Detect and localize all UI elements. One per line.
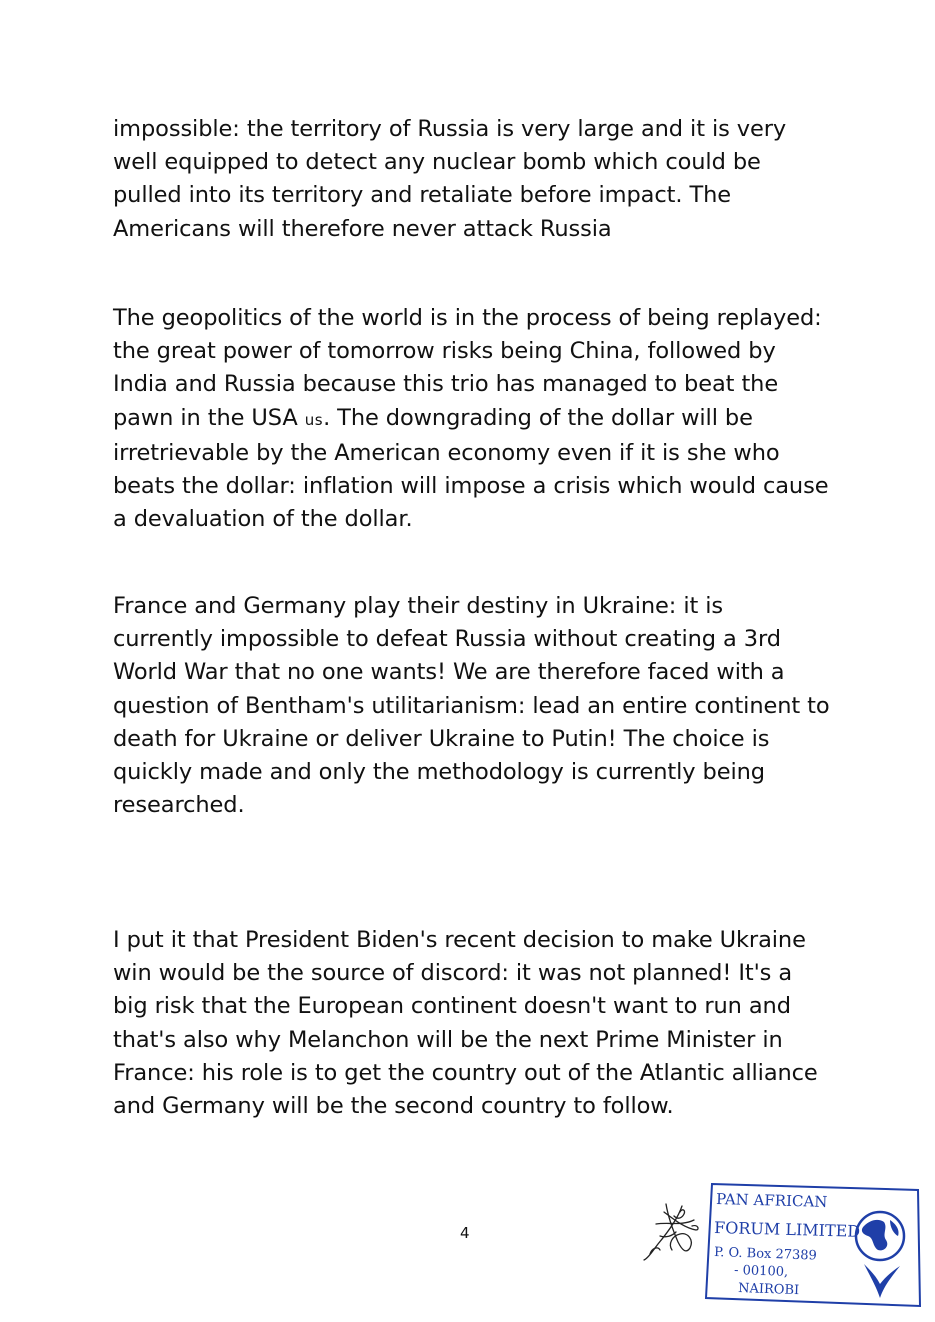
paragraph-2 <box>113 302 833 536</box>
paragraph-2-line-5: irretrievable by the American economy even if it is she who <box>113 439 780 466</box>
stamp-line-4: - 00100, <box>733 1263 789 1280</box>
paragraph-2-line-2: the great power of tomorrow risks being China, followed by <box>113 338 776 365</box>
paragraph-4-line-3: big risk that the European continent doesn't want to run and <box>113 993 791 1020</box>
paragraph-3-line-7: researched. <box>113 792 245 819</box>
paragraph-1-line-2: well equipped to detect any nuclear bomb which could be <box>113 149 761 176</box>
paragraph-1 <box>113 113 833 246</box>
paragraph-3-line-5: death for Ukraine or deliver Ukraine to Putin! The choice is <box>113 725 770 752</box>
paragraph-1-line-3: pulled into its territory and retaliate before impact. The <box>113 182 731 209</box>
stamp-line-3: P. O. Box 27389 <box>713 1245 818 1264</box>
paragraph-4-line-5: France: his role is to get the country out of the Atlantic alliance <box>113 1059 818 1086</box>
paragraph-4-line-6: and Germany will be the second country to follow. <box>113 1093 674 1120</box>
paragraph-3-line-6: quickly made and only the methodology is currently being <box>113 759 765 786</box>
paragraph-2-line-4b: . The downgrading of the dollar will be <box>323 404 753 431</box>
paragraph-2-line-4a: pawn in the USA <box>113 404 298 431</box>
paragraph-2-line-6: beats the dollar: inflation will impose a crisis which would cause <box>113 473 829 500</box>
globe-icon <box>856 1212 904 1298</box>
paragraph-2-line-7: a devaluation of the dollar. <box>113 506 413 533</box>
paragraph-1-line-4: Americans will therefore never attack Russia <box>113 215 612 242</box>
paragraph-4-line-2: win would be the source of discord: it was not planned! It's a <box>113 960 793 987</box>
paragraph-3-line-2: currently impossible to defeat Russia without creating a 3rd <box>113 626 781 653</box>
stamp-line-1: PAN AFRICAN <box>715 1190 828 1211</box>
stamp-line-2: FORUM LIMITED <box>713 1218 861 1241</box>
paragraph-3-line-3: World War that no one wants! We are therefore faced with a <box>113 659 785 686</box>
page-number: 4 <box>460 1224 470 1242</box>
signature-icon <box>638 1196 708 1266</box>
paragraph-1-line-1: impossible: the territory of Russia is very large and it is very <box>113 116 787 142</box>
paragraph-3 <box>113 590 833 822</box>
stamp-line-5: NAIROBI <box>737 1281 800 1299</box>
paragraph-3-line-4: question of Bentham's utilitarianism: lead an entire continent to <box>113 692 830 719</box>
paragraph-2-superscript-us: us <box>304 410 324 429</box>
paragraph-4 <box>113 924 833 1123</box>
paragraph-3-line-1: France and Germany play their destiny in Ukraine: it is <box>113 593 724 619</box>
organization-stamp <box>704 1180 922 1308</box>
paragraph-4-line-4: that's also why Melanchon will be the next Prime Minister in <box>113 1026 783 1053</box>
paragraph-2-line-3: India and Russia because this trio has managed to beat the <box>113 371 779 398</box>
paragraph-2-line-1: The geopolitics of the world is in the process of being replayed: <box>113 305 822 331</box>
paragraph-4-line-1: I put it that President Biden's recent decision to make Ukraine <box>113 927 806 953</box>
